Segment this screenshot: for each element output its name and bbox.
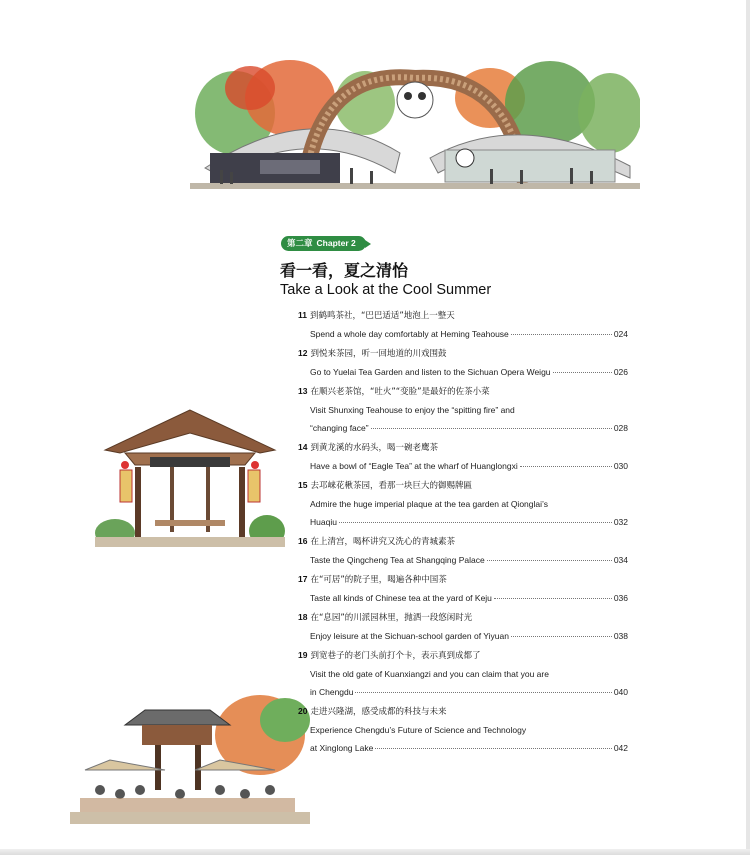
leader-dots xyxy=(511,334,612,335)
entry-title-en: Go to Yuelai Tea Garden and listen to the Sichuan Opera Weigu xyxy=(310,367,551,377)
entry-number: 20 xyxy=(298,706,308,716)
entry-number: 18 xyxy=(298,612,308,622)
entry-title-en: Taste the Qingcheng Tea at Shangqing Palace xyxy=(310,555,485,565)
entry-title-en: Visit Shunxing Teahouse to enjoy the “spitting fire” and xyxy=(310,405,515,415)
leader-dots xyxy=(553,372,612,373)
entry-title-cn: 到鹤鸣茶社，“巴巴适适”地泡上一整天 xyxy=(310,311,455,321)
entry-page-number: 030 xyxy=(613,461,628,471)
table-of-contents xyxy=(298,306,628,758)
entry-title-cn: 到黄龙溪的水码头，喝一碗老鹰茶 xyxy=(310,443,438,453)
leader-dots xyxy=(520,466,612,467)
entry-page-number: 028 xyxy=(613,423,628,433)
leader-dots xyxy=(511,636,612,637)
entry-title-cn: 在“可居”的院子里，喝遍各种中国茶 xyxy=(310,575,447,585)
entry-title-cn: 在顺兴老茶馆，“吐火”“变脸”是最好的佐茶小菜 xyxy=(310,387,490,397)
entry-number: 13 xyxy=(298,386,308,396)
entry-number: 16 xyxy=(298,536,308,546)
entry-title-cn: 到悦来茶园，听一回地道的川戏围鼓 xyxy=(310,349,447,359)
panda-base-gate-illustration xyxy=(190,58,640,203)
toc-entry-15[interactable] xyxy=(298,476,628,531)
leader-dots xyxy=(339,522,612,523)
entry-page-number: 026 xyxy=(613,367,628,377)
chapter-tag xyxy=(281,236,366,251)
entry-title-en-cont: at Xinglong Lake xyxy=(310,743,374,753)
leader-dots xyxy=(355,692,611,693)
entry-page-number: 034 xyxy=(613,555,628,565)
entry-title-cn: 在上清宫，喝杯讲究又洗心的青城素茶 xyxy=(310,537,455,547)
entry-title-en: Visit the old gate of Kuanxiangzi and you can claim that you are xyxy=(310,669,549,679)
chapter-tag-en: Chapter 2 xyxy=(316,238,356,248)
entry-title-en-cont: in Chengdu xyxy=(310,687,354,697)
entry-title-cn: 在“息园”的川派园林里，抛洒一段悠闲时光 xyxy=(310,613,473,623)
toc-entry-13[interactable] xyxy=(298,382,628,437)
entry-page-number: 040 xyxy=(613,687,628,697)
entry-number: 15 xyxy=(298,480,308,490)
leader-dots xyxy=(487,560,612,561)
entry-number: 17 xyxy=(298,574,308,584)
toc-entry-19[interactable] xyxy=(298,646,628,701)
toc-entry-14[interactable] xyxy=(298,438,628,475)
entry-page-number: 032 xyxy=(613,517,628,527)
entry-page-number: 042 xyxy=(613,743,628,753)
entry-number: 12 xyxy=(298,348,308,358)
entry-title-en: Experience Chengdu’s Future of Science and Technology xyxy=(310,725,527,735)
chapter-title-en: Take a Look at the Cool Summer xyxy=(280,282,492,298)
entry-title-en: Spend a whole day comfortably at Heming Teahouse xyxy=(310,329,509,339)
entry-title-en: Taste all kinds of Chinese tea at the yard of Keju xyxy=(310,593,492,603)
entry-number: 11 xyxy=(298,310,307,320)
tea-pavilion-illustration xyxy=(95,405,285,555)
leader-dots xyxy=(494,598,612,599)
chapter-title-cn: 看一看，夏之清怡 xyxy=(280,261,409,280)
entry-title-en: Admire the huge imperial plaque at the tea garden at Qionglai’s xyxy=(310,499,548,509)
entry-title-cn: 到宽巷子的老门头前打个卡，表示真到成都了 xyxy=(310,651,481,661)
entry-title-en-cont: Huaqiu xyxy=(310,517,337,527)
toc-entry-17[interactable] xyxy=(298,570,628,607)
teahouse-garden-illustration xyxy=(70,690,310,835)
entry-page-number: 038 xyxy=(613,631,628,641)
entry-number: 19 xyxy=(298,650,308,660)
entry-title-cn: 走进兴隆湖，感受成都的科技与未来 xyxy=(310,707,447,717)
leader-dots xyxy=(371,428,612,429)
entry-page-number: 024 xyxy=(613,329,628,339)
toc-entry-20[interactable] xyxy=(298,702,628,757)
leader-dots xyxy=(375,748,611,749)
entry-number: 14 xyxy=(298,442,308,452)
entry-title-cn: 去邛崃花楸茶园，看那一块巨大的御赐牌匾 xyxy=(310,481,472,491)
toc-entry-11[interactable] xyxy=(298,306,628,343)
toc-entry-18[interactable] xyxy=(298,608,628,645)
toc-entry-16[interactable] xyxy=(298,532,628,569)
page-edge-right xyxy=(746,0,750,855)
entry-page-number: 036 xyxy=(613,593,628,603)
toc-entry-12[interactable] xyxy=(298,344,628,381)
chapter-tag-cn: 第二章 xyxy=(287,238,313,248)
entry-title-en-cont: “changing face” xyxy=(310,423,369,433)
entry-title-en: Enjoy leisure at the Sichuan-school garden of Yiyuan xyxy=(310,631,509,641)
page-edge-bottom xyxy=(0,849,750,855)
entry-title-en: Have a bowl of “Eagle Tea” at the wharf of Huanglongxi xyxy=(310,461,518,471)
